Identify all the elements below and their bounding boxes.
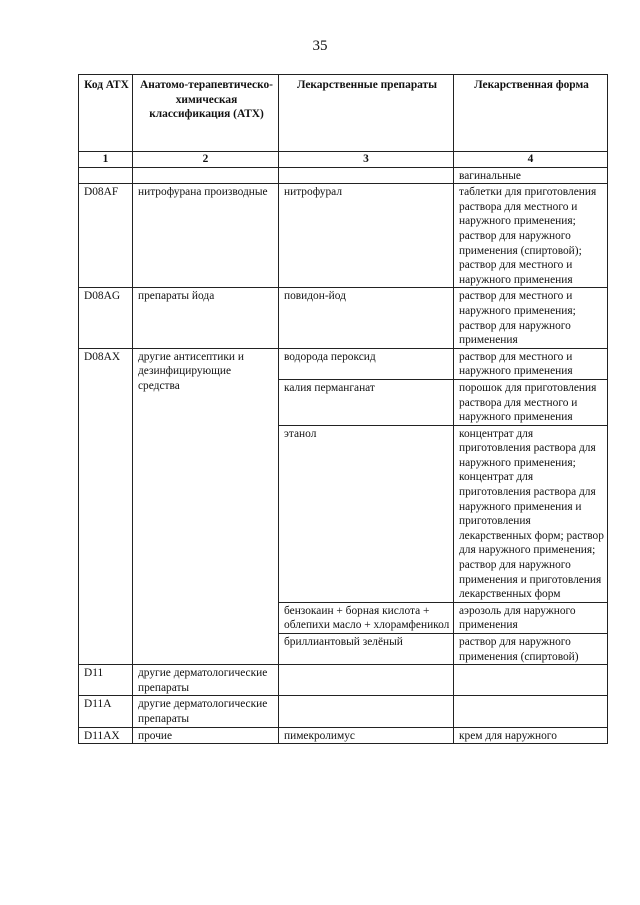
classification-cell: другие антисептики и дезинфицирующие средства [133, 348, 279, 664]
drug-cell: водорода пероксид [279, 348, 454, 379]
form-cell: раствор для наружного применения (спиртовой) [454, 634, 608, 665]
code-cell [79, 167, 133, 184]
drug-cell [279, 665, 454, 696]
drug-cell [279, 167, 454, 184]
atc-drug-table [78, 74, 608, 744]
header-form: Лекарственная форма [454, 75, 608, 152]
drug-cell: этанол [279, 425, 454, 602]
classification-cell: прочие [133, 727, 279, 744]
code-cell: D08AF [79, 184, 133, 288]
column-number: 1 [79, 152, 133, 168]
header-classification: Анатомо-терапевтическо-химическая классификация (АТХ) [133, 75, 279, 152]
drug-cell [279, 696, 454, 727]
table-row [79, 665, 608, 696]
table-row [79, 184, 608, 288]
code-cell: D08AG [79, 288, 133, 348]
form-cell: таблетки для приготовления раствора для местного и наружного применения; раствор для наружного применения (спиртовой); раствор для местного и наружного применения [454, 184, 608, 288]
drug-cell: повидон-йод [279, 288, 454, 348]
form-cell: аэрозоль для наружного применения [454, 602, 608, 633]
table-header-row [79, 75, 608, 152]
header-code: Код АТХ [79, 75, 133, 152]
drug-cell: пимекролимус [279, 727, 454, 744]
column-number: 2 [133, 152, 279, 168]
header-drugs: Лекарственные препараты [279, 75, 454, 152]
form-cell: концентрат для приготовления раствора для наружного применения; концентрат для приготовления раствора для наружного применения и приготовления лекарственных форм; раствор для наружного применения; раствор для наружного применения и приготовления лекарственных форм [454, 425, 608, 602]
table-row [79, 696, 608, 727]
table-row [79, 288, 608, 348]
form-cell: раствор для местного и наружного применения [454, 348, 608, 379]
column-number: 4 [454, 152, 608, 168]
form-cell: вагинальные [454, 167, 608, 184]
code-cell: D11A [79, 696, 133, 727]
drug-cell: бензокаин + борная кислота + облепихи масло + хлорамфеникол [279, 602, 454, 633]
code-cell: D11 [79, 665, 133, 696]
drug-cell: нитрофурал [279, 184, 454, 288]
form-cell: крем для наружного [454, 727, 608, 744]
drug-cell: бриллиантовый зелёный [279, 634, 454, 665]
column-number-row [79, 152, 608, 168]
page-number: 35 [312, 38, 328, 54]
form-cell [454, 696, 608, 727]
classification-cell: другие дерматологические препараты [133, 696, 279, 727]
form-cell: раствор для местного и наружного применения; раствор для наружного применения [454, 288, 608, 348]
table-row [79, 167, 608, 184]
classification-cell: нитрофурана производные [133, 184, 279, 288]
form-cell: порошок для приготовления раствора для местного и наружного применения [454, 379, 608, 425]
classification-cell [133, 167, 279, 184]
table-row [79, 348, 608, 379]
classification-cell: препараты йода [133, 288, 279, 348]
code-cell: D11AX [79, 727, 133, 744]
form-cell [454, 665, 608, 696]
column-number: 3 [279, 152, 454, 168]
code-cell: D08AX [79, 348, 133, 664]
drug-cell: калия перманганат [279, 379, 454, 425]
classification-cell: другие дерматологические препараты [133, 665, 279, 696]
table-row [79, 727, 608, 744]
